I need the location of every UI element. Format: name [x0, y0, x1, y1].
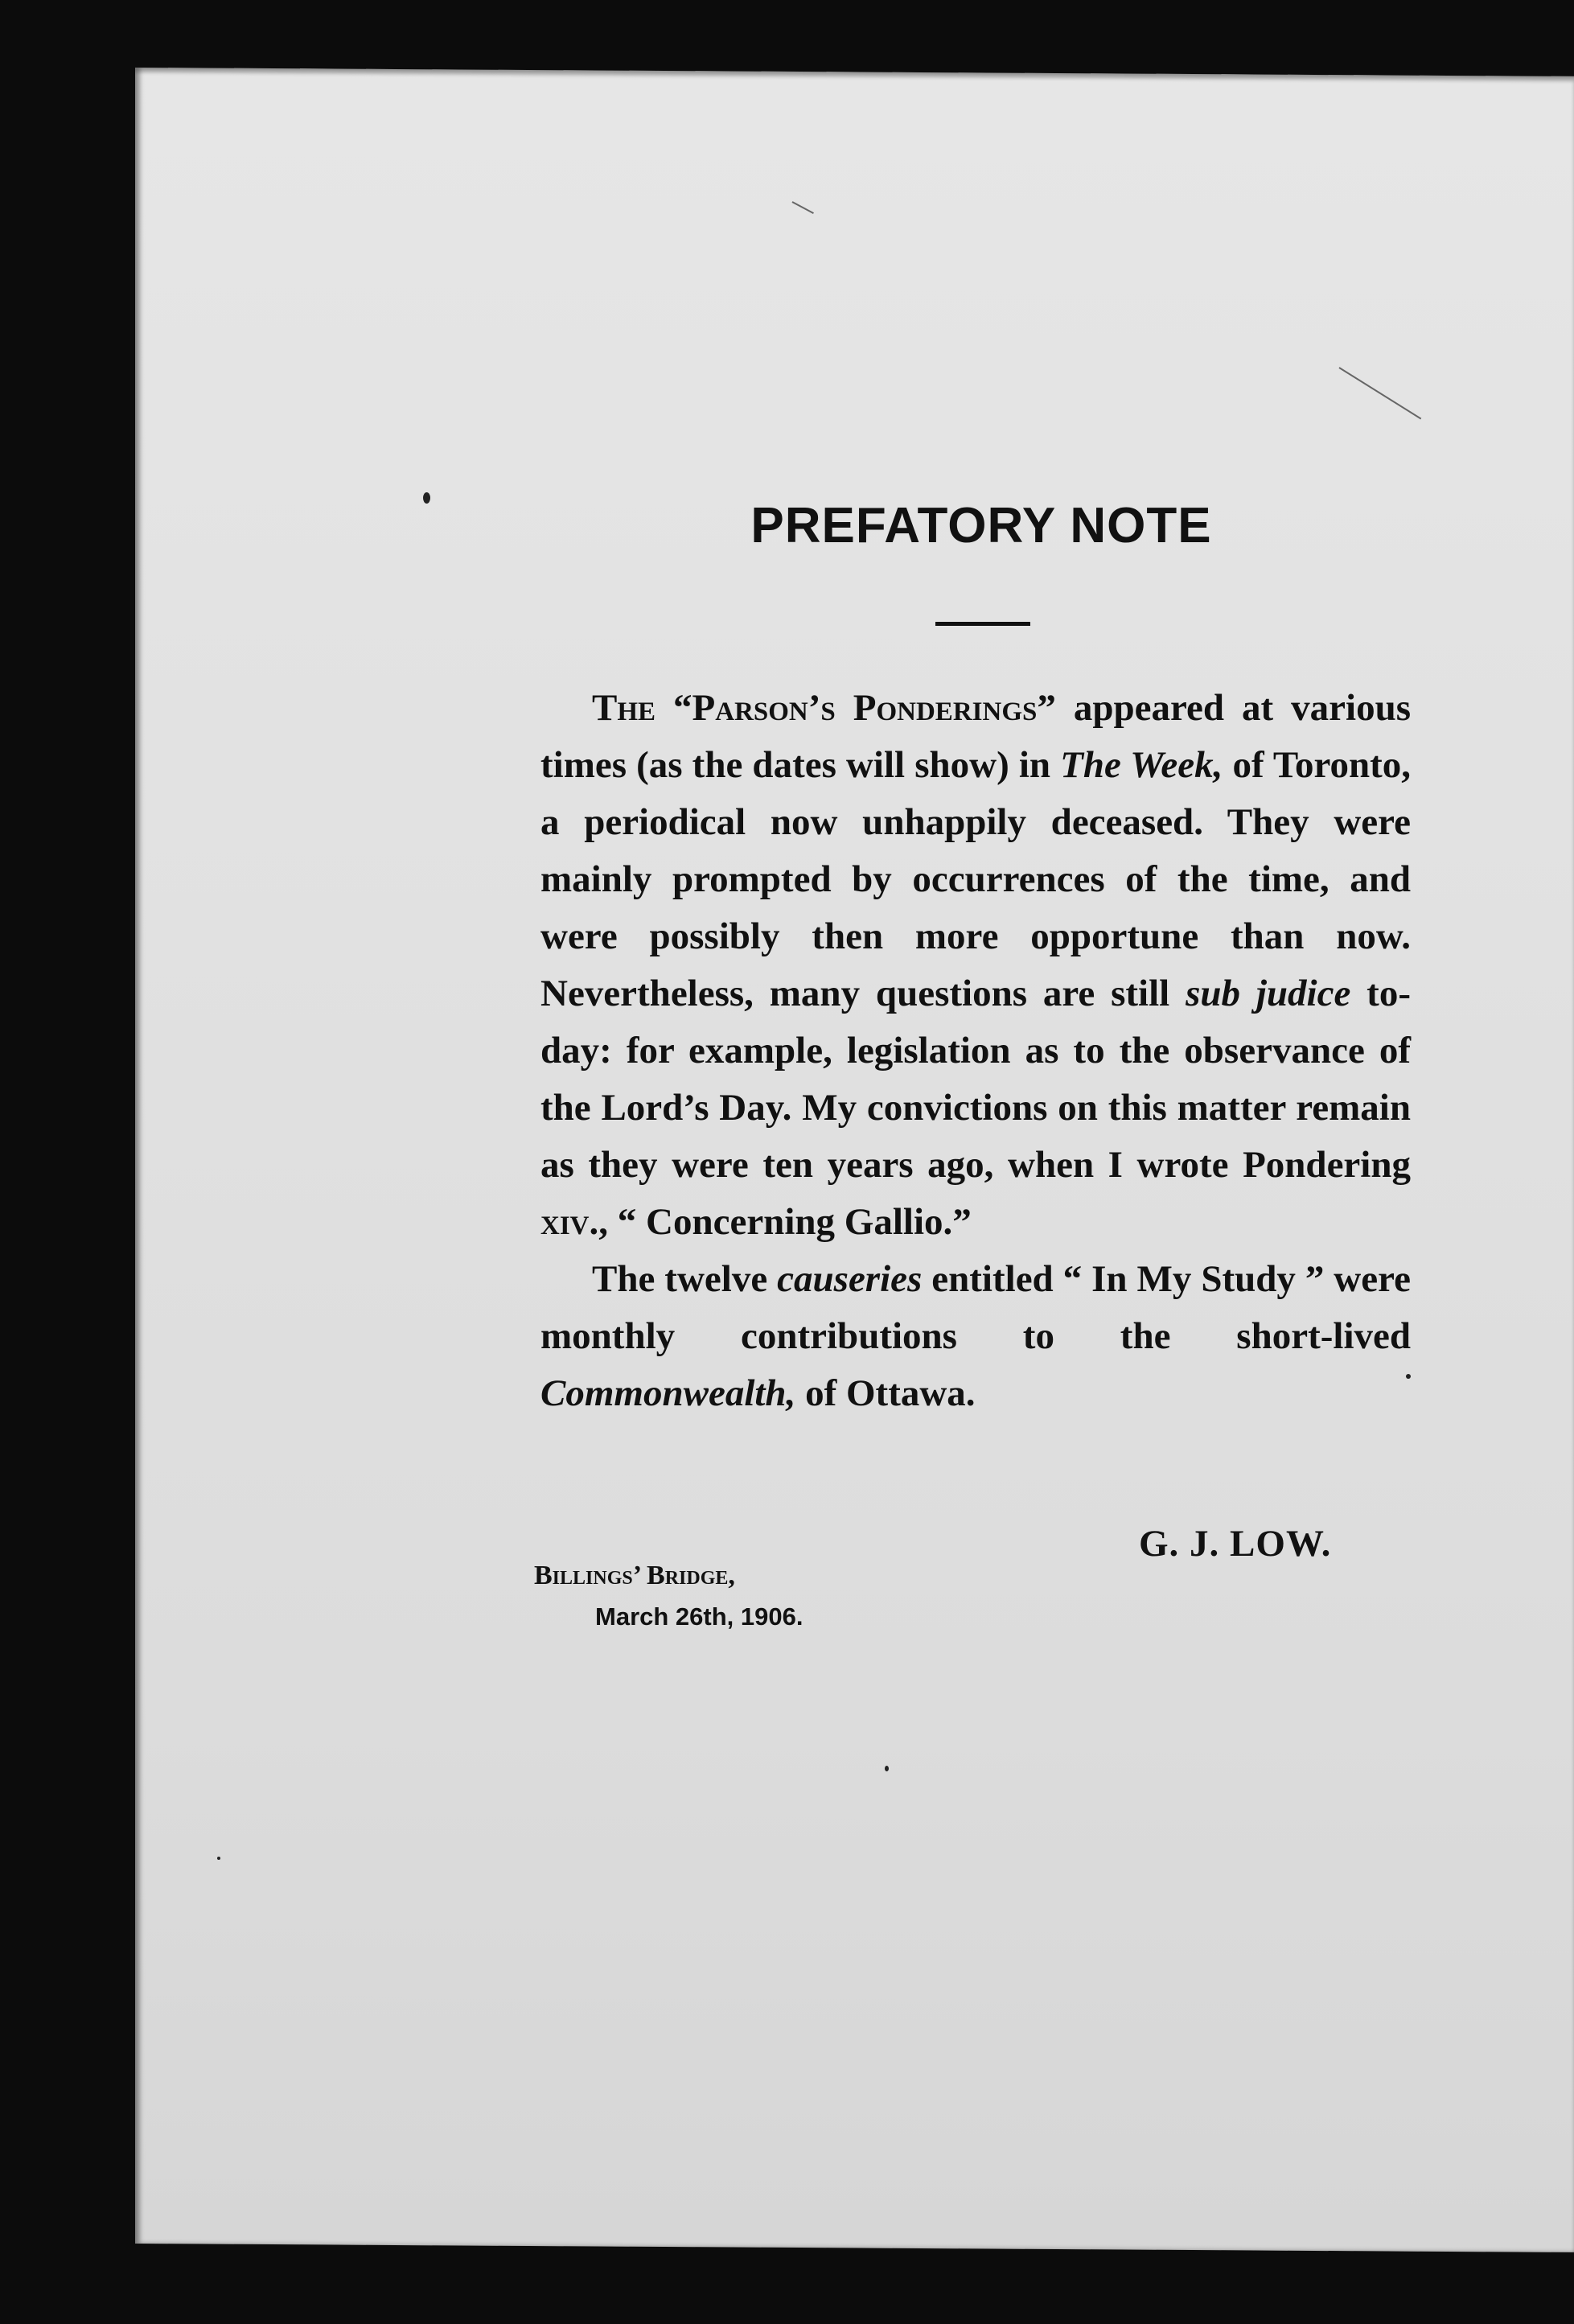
paragraph-2 [540, 1251, 1411, 1422]
text-run: The twelve [592, 1258, 778, 1300]
italic-phrase: sub judice [1186, 973, 1351, 1014]
author-signature: G. J. LOW. [1139, 1523, 1332, 1565]
roman-numeral: xiv. [540, 1201, 599, 1243]
text-run: , “ Concerning Gallio.” [598, 1201, 972, 1243]
lead-word: The [592, 687, 656, 729]
text-run: of Ottawa. [795, 1372, 976, 1414]
paragraph-1 [540, 680, 1411, 1251]
periodical-name: Commonwealth, [540, 1372, 796, 1414]
place-line: Billings’ Bridge, [534, 1561, 735, 1590]
work-title: Parson’s Ponderings [692, 687, 1038, 729]
text-run: ” appeared at various times (as the dates will show) in [540, 687, 1411, 786]
page-title: PREFATORY NOTE [750, 498, 1212, 553]
periodical-name: The Week, [1060, 744, 1223, 786]
text-run: to-day: for example, legislation as to the observance of the Lord’s Day. My convictions on this matter remain as they were ten years ago, when I wrote Pondering [540, 973, 1411, 1186]
text-run: of Toronto, a periodical now unhappily deceased. They were mainly prompted by occurrences of the time, and were possibly then more opportune than now. Nevertheless, many questions are still [540, 744, 1411, 1014]
title-rule [935, 622, 1030, 626]
italic-word: causeries [777, 1258, 923, 1300]
date-line: March 26th, 1906. [595, 1602, 803, 1631]
text-run: entitled “ In My Study ” were monthly contributions to the short-lived [540, 1258, 1411, 1357]
note-body [540, 680, 1411, 1422]
quote-open: “ [655, 687, 692, 729]
